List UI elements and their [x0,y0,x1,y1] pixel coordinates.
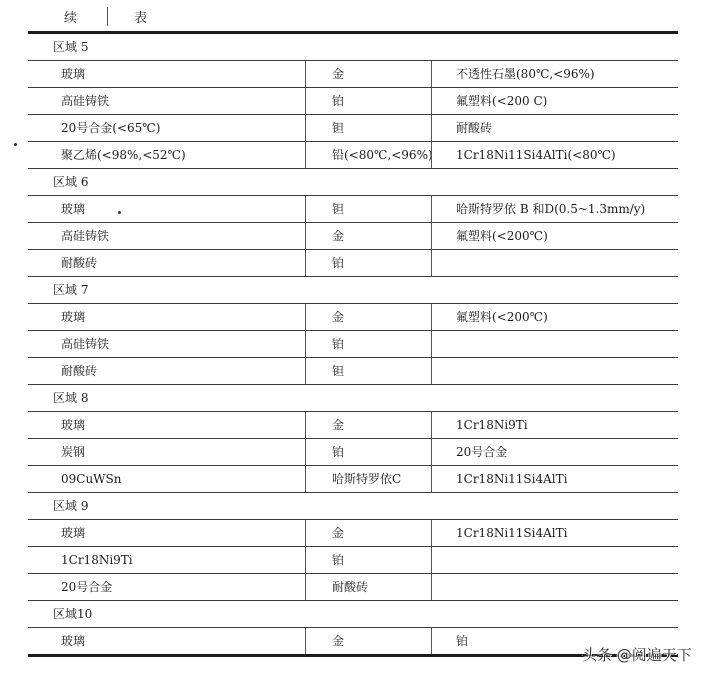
table-row [28,331,678,358]
cell-col3: 氟塑料(<200℃) [431,223,548,249]
cell-col2: 金 [305,628,344,654]
cell-col3: 铂 [431,628,468,654]
cell-col2: 铅(<80℃,<96%) [305,142,433,168]
cell-col1: 玻璃 [61,418,86,432]
table-row [28,466,678,493]
cell-col2: 金 [305,61,344,87]
cell-col3: 哈斯特罗依 B 和D(0.5~1.3mm/y) [431,196,645,222]
cell-col2: 哈斯特罗依C [305,466,401,492]
cell-col2: 钽 [305,358,344,384]
cell-col3 [431,358,456,384]
zone-label: 区域10 [53,607,93,621]
cell-col3 [431,547,456,573]
cell-col3 [431,331,456,357]
cell-col1: 高硅铸铁 [61,229,110,243]
zone-header-8 [28,385,678,412]
cell-col3 [431,250,456,276]
cell-col1: 炭钢 [61,445,86,459]
table-bottom-rule [28,654,678,657]
cell-col2: 铂 [305,331,344,357]
cell-col3: 耐酸砖 [431,115,492,141]
cell-col1: 20号合金 [61,580,113,594]
table-row [28,358,678,385]
cell-col3: 1Cr18Ni11Si4AlTi(<80℃) [431,142,616,168]
zone-label: 区域 6 [53,175,89,189]
table-row [28,439,678,466]
table-row [28,142,678,169]
material-table [28,31,678,657]
zone-label: 区域 5 [53,40,89,54]
cell-col3 [431,574,456,600]
cell-col2: 铂 [305,547,344,573]
table-row [28,547,678,574]
cell-col1: 玻璃 [61,202,86,216]
table-row [28,304,678,331]
table-caption [64,7,147,26]
table-row [28,223,678,250]
table-row [28,412,678,439]
table-row [28,88,678,115]
cell-col1: 玻璃 [61,310,86,324]
cell-col3: 20号合金 [431,439,507,465]
caption-continued: 续 [64,11,78,26]
cell-col1: 玻璃 [61,634,86,648]
cell-col1: 1Cr18Ni9Ti [61,553,133,567]
table-row [28,115,678,142]
cell-col3: 氟塑料(<200℃) [431,304,548,330]
cell-col1: 玻璃 [61,526,86,540]
cell-col2: 金 [305,520,344,546]
cell-col1: 耐酸砖 [61,364,98,378]
cell-col3: 1Cr18Ni11Si4AlTi [431,466,567,492]
scan-speck [118,211,121,214]
zone-header-6 [28,169,678,196]
cell-col1: 高硅铸铁 [61,337,110,351]
zone-header-7 [28,277,678,304]
table-row [28,250,678,277]
cell-col3: 氟塑料(<200 C) [431,88,547,114]
cell-col1: 高硅铸铁 [61,94,110,108]
cell-col1: 20号合金(<65℃) [61,121,161,135]
zone-header-9 [28,493,678,520]
table-row [28,520,678,547]
table-row [28,196,678,223]
cell-col2: 金 [305,223,344,249]
cell-col3: 不透性石墨(80℃,<96%) [431,61,595,87]
cell-col1: 玻璃 [61,67,86,81]
cell-col3: 1Cr18Ni11Si4AlTi [431,520,567,546]
zone-label: 区域 9 [53,499,89,513]
scan-speck [14,143,17,146]
caption-table: 表 [107,7,147,26]
cell-col1: 耐酸砖 [61,256,98,270]
zone-header-10 [28,601,678,628]
cell-col2: 钽 [305,115,344,141]
cell-col1: 聚乙烯(<98%,<52℃) [61,148,186,162]
cell-col2: 铂 [305,250,344,276]
cell-col2: 铂 [305,439,344,465]
cell-col2: 铂 [305,88,344,114]
zone-label: 区域 7 [53,283,89,297]
zone-header-5 [28,34,678,61]
cell-col1: 09CuWSn [61,472,122,486]
table-row [28,628,678,654]
watermark-text: 头条 @阅遍天下 [582,646,692,664]
table-row [28,574,678,601]
cell-col2: 耐酸砖 [305,574,368,600]
zone-label: 区域 8 [53,391,89,405]
cell-col2: 金 [305,412,344,438]
cell-col2: 钽 [305,196,344,222]
table-row [28,61,678,88]
cell-col3: 1Cr18Ni9Ti [431,412,528,438]
cell-col2: 金 [305,304,344,330]
